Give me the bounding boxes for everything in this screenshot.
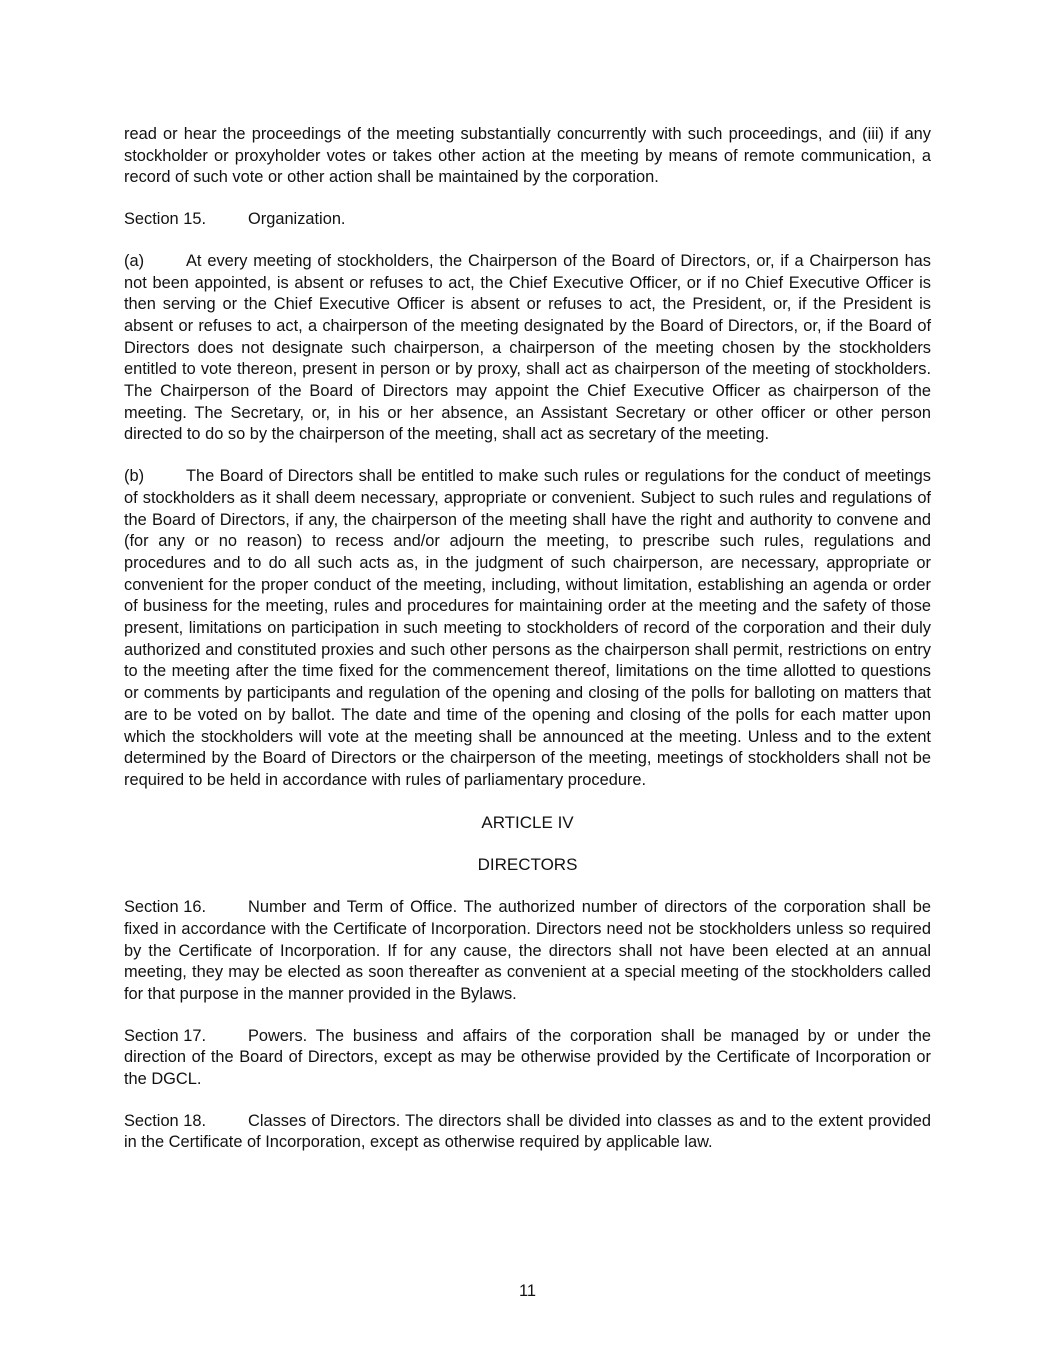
- section-15-heading: [124, 209, 931, 231]
- section-18-number: Section 18.: [124, 1111, 207, 1130]
- article-heading: ARTICLE IV: [481, 812, 574, 832]
- article-title: DIRECTORS: [477, 855, 578, 875]
- section-15-number: Section 15.: [124, 210, 207, 229]
- document-body: [124, 124, 931, 1174]
- section-17-number: Section 17.: [124, 1026, 207, 1045]
- section-16: [124, 897, 931, 1006]
- section-18: [124, 1111, 931, 1154]
- section-16-text: The authorized number of directors of the corporation shall be fixed in accordance with the Certificate of Incorporation. Directors need not be stockholders unless so required by the Certificate of Incorporation. If for any cause, the directors shall not have been elected at an annual meeting, they may be elected as soon thereafter as convenient at a special meeting of the stockholders called for that purpose in the manner provided in the Bylaws.: [124, 898, 931, 1003]
- section-15-paragraph-b: [124, 466, 931, 792]
- section-16-number: Section 16.: [124, 898, 207, 917]
- section-17-title: Powers.: [248, 1026, 308, 1045]
- section-18-title: Classes of Directors.: [248, 1111, 401, 1130]
- page-number: 11: [518, 1282, 536, 1300]
- section-15-title: Organization.: [248, 210, 346, 229]
- paragraph-a-label: (a): [124, 251, 145, 270]
- intro-paragraph: read or hear the proceedings of the meeting substantially concurrently with such proceedings, and (iii) if any stockholder or proxyholder votes or takes other action at the meeting by means of remote communication, a record of such vote or other action shall be maintained by the corporation.: [124, 125, 931, 187]
- section-18-text: The directors shall be divided into classes as and to the extent provided in the Certificate of Incorporation, except as otherwise required by applicable law.: [124, 1111, 931, 1152]
- paragraph-b-text: The Board of Directors shall be entitled to make such rules or regulations for the conduct of meetings of stockholders as it shall deem necessary, appropriate or convenient. Subject to such rules and regulations of the Board of Directors, if any, the chairperson of the meeting shall have the right and authority to convene and (for any or no reason) to recess and/or adjourn the meeting, to prescribe such rules, regulations and procedures and to do all such acts as, in the judgment of such chairperson, are necessary, appropriate or convenient for the proper conduct of the meeting, including, without limitation, establishing an agenda or order of business for the meeting, rules and procedures for maintaining order at the meeting and the safety of those present, limitations on participation in such meeting to stockholders of record of the corporation and their duly authorized and constituted proxies and such other persons as the chairperson shall permit, restrictions on entry to the meeting after the time fixed for the commencement thereof, limitations on the time allotted to questions or comments by participants and regulation of the opening and closing of the polls for balloting on matters that are to be voted on by ballot. The date and time of the opening and closing of the polls for each matter upon which the stockholders will vote at the meeting shall be announced at the meeting. Unless and to the extent determined by the Board of Directors or the chairperson of the meeting, meetings of stockholders shall not be required to be held in accordance with rules of parliamentary procedure.: [124, 467, 931, 789]
- section-16-title: Number and Term of Office.: [248, 898, 458, 917]
- paragraph-b-label: (b): [124, 467, 145, 486]
- section-17-text: The business and affairs of the corporation shall be managed by or under the direction of the Board of Directors, except as may be otherwise provided by the Certificate of Incorporation or the DGCL.: [124, 1026, 931, 1089]
- section-17: [124, 1026, 931, 1091]
- paragraph-a-text: At every meeting of stockholders, the Chairperson of the Board of Directors, or, if a Chairperson has not been appointed, is absent or refuses to act, the Chief Executive Officer, or if no Chief Executive Officer is then serving or the Chief Executive Officer is absent or refuses to act, the President, or, if the President is absent or refuses to act, a chairperson of the meeting designated by the Board of Directors, or, if the Board of Directors does not designate such chairperson, a chairperson of the meeting chosen by the stockholders entitled to vote thereon, present in person or by proxy, shall act as chairperson of the meeting of stockholders. The Chairperson of the Board of Directors may appoint the Chief Executive Officer as chairperson of the meeting. The Secretary, or, in his or her absence, an Assistant Secretary or other officer or other person directed to do so by the chairperson of the meeting, shall act as secretary of the meeting.: [124, 251, 931, 444]
- section-15-paragraph-a: [124, 251, 931, 446]
